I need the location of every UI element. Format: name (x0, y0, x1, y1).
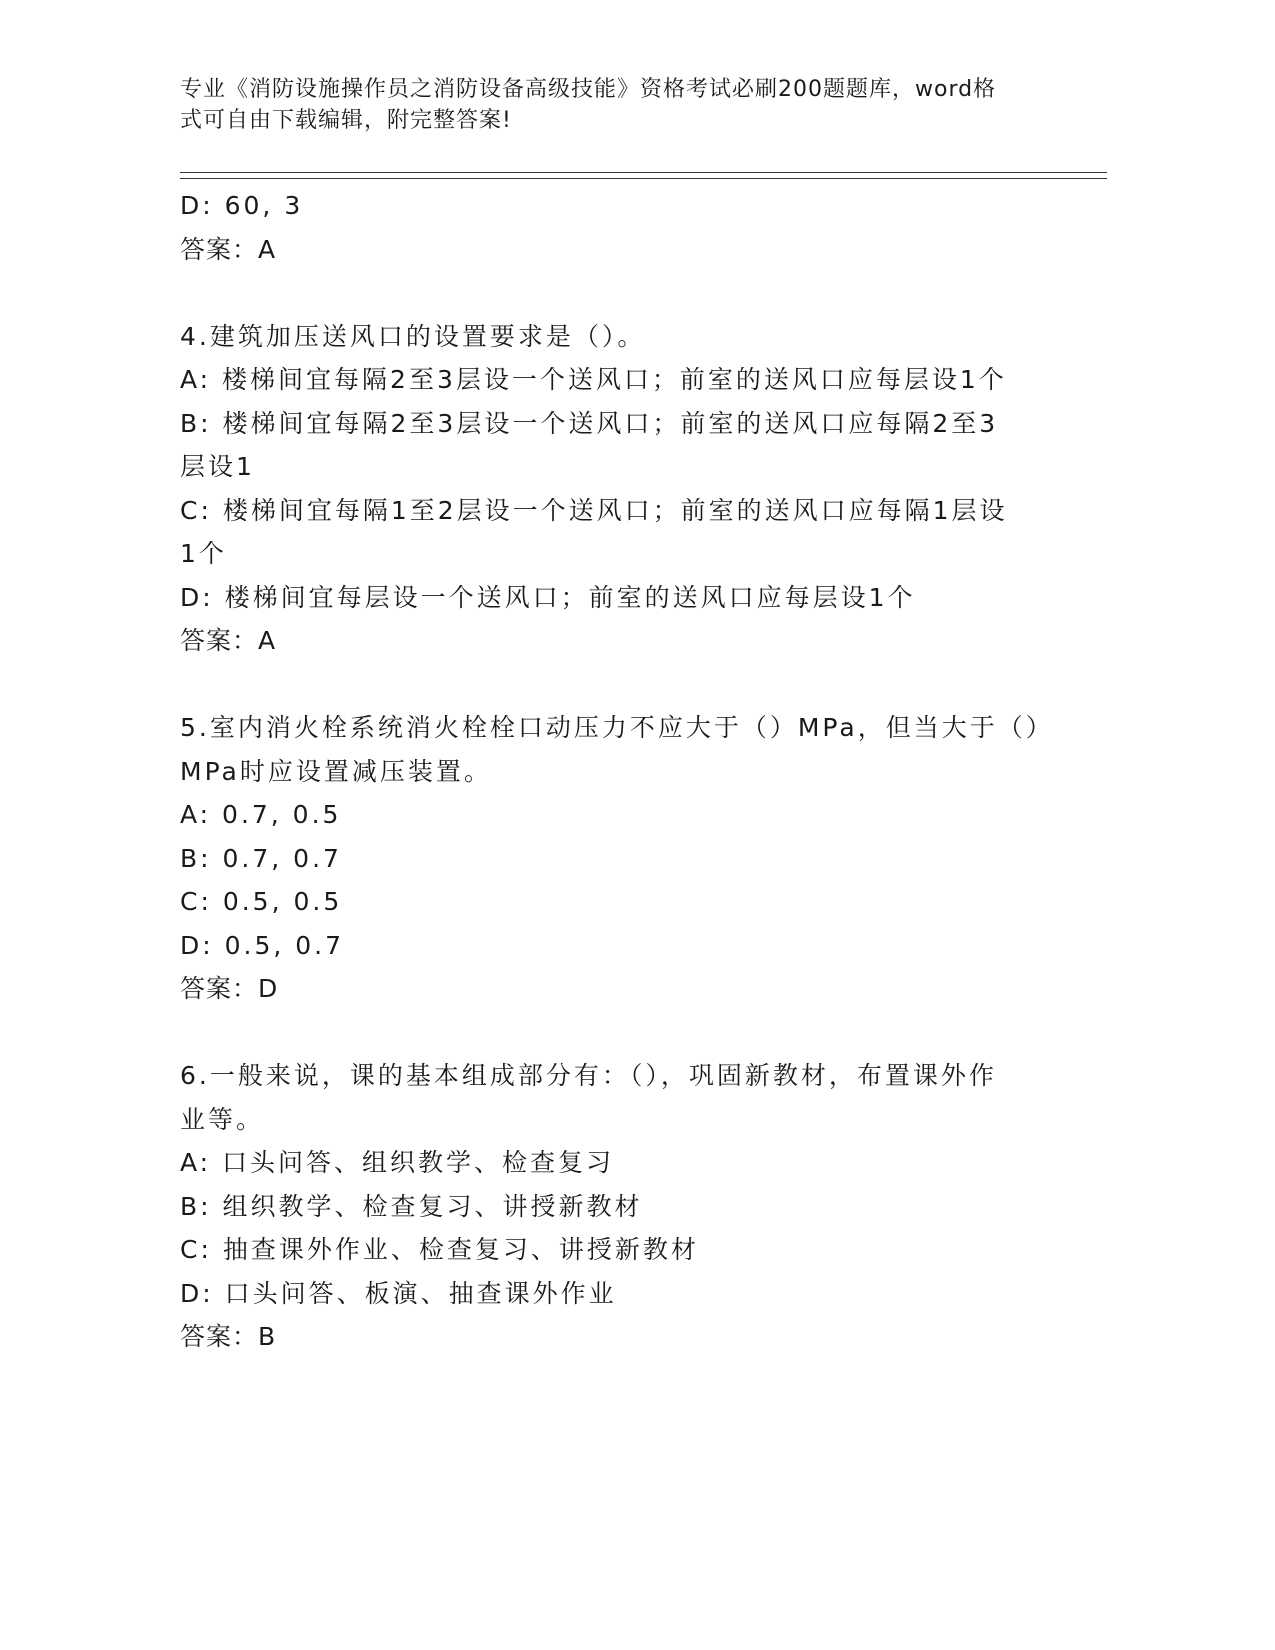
option-b-continued: 层设1 (180, 452, 255, 481)
question-gap (180, 1011, 1080, 1055)
question-stem: 4.建筑加压送风口的设置要求是（）。 (180, 321, 646, 351)
option-c: C: 楼梯间宜每隔1至2层设一个送风口；前室的送风口应每隔1层设 (180, 495, 1008, 525)
question-6 (180, 1054, 1080, 1359)
header-divider-bottom (180, 178, 1107, 179)
question-4 (180, 315, 1080, 663)
header-divider-top (180, 172, 1107, 173)
option-b: B: 0.7, 0.7 (180, 843, 342, 873)
option-b: B: 组织教学、检查复习、讲授新教材 (180, 1191, 643, 1221)
option-d: D: 口头问答、板演、抽查课外作业 (180, 1278, 617, 1308)
option-b: B: 楼梯间宜每隔2至3层设一个送风口；前室的送风口应每隔2至3 (180, 408, 999, 438)
question-5 (180, 706, 1080, 1011)
document-header (180, 74, 1060, 136)
option-a: A: 楼梯间宜每隔2至3层设一个送风口；前室的送风口应每层设1个 (180, 365, 1007, 394)
question-stem: 5.室内消火栓系统消火栓栓口动压力不应大于（）MPa，但当大于（） (180, 713, 1054, 742)
option-c: C: 抽查课外作业、检查复习、讲授新教材 (180, 1235, 699, 1264)
answer-line: 答案：B (180, 1322, 277, 1351)
answer-line: 答案：A (180, 234, 277, 264)
answer-line: 答案：D (180, 974, 279, 1003)
option-d: D: 60, 3 (180, 191, 304, 220)
question-3-tail (180, 184, 1080, 271)
question-gap (180, 663, 1080, 707)
header-title-line-1: 专业《消防设施操作员之消防设备高级技能》资格考试必刷200题题库，word格 (180, 77, 997, 102)
option-c: C: 0.5, 0.5 (180, 887, 343, 916)
answer-line: 答案：A (180, 626, 277, 655)
option-a: A: 口头问答、组织教学、检查复习 (180, 1148, 615, 1177)
question-stem: 6.一般来说，课的基本组成部分有：（），巩固新教材，布置课外作 (180, 1061, 997, 1090)
question-stem-continued: MPa时应设置减压装置。 (180, 756, 492, 786)
header-title-line-2: 式可自由下载编辑，附完整答案! (180, 108, 512, 133)
option-a: A: 0.7, 0.5 (180, 800, 342, 829)
option-c-continued: 1个 (180, 539, 227, 568)
question-gap (180, 271, 1080, 315)
option-d: D: 楼梯间宜每层设一个送风口；前室的送风口应每层设1个 (180, 582, 916, 612)
question-list (180, 184, 1080, 1359)
question-stem-continued: 业等。 (180, 1104, 265, 1134)
option-d: D: 0.5, 0.7 (180, 930, 345, 960)
